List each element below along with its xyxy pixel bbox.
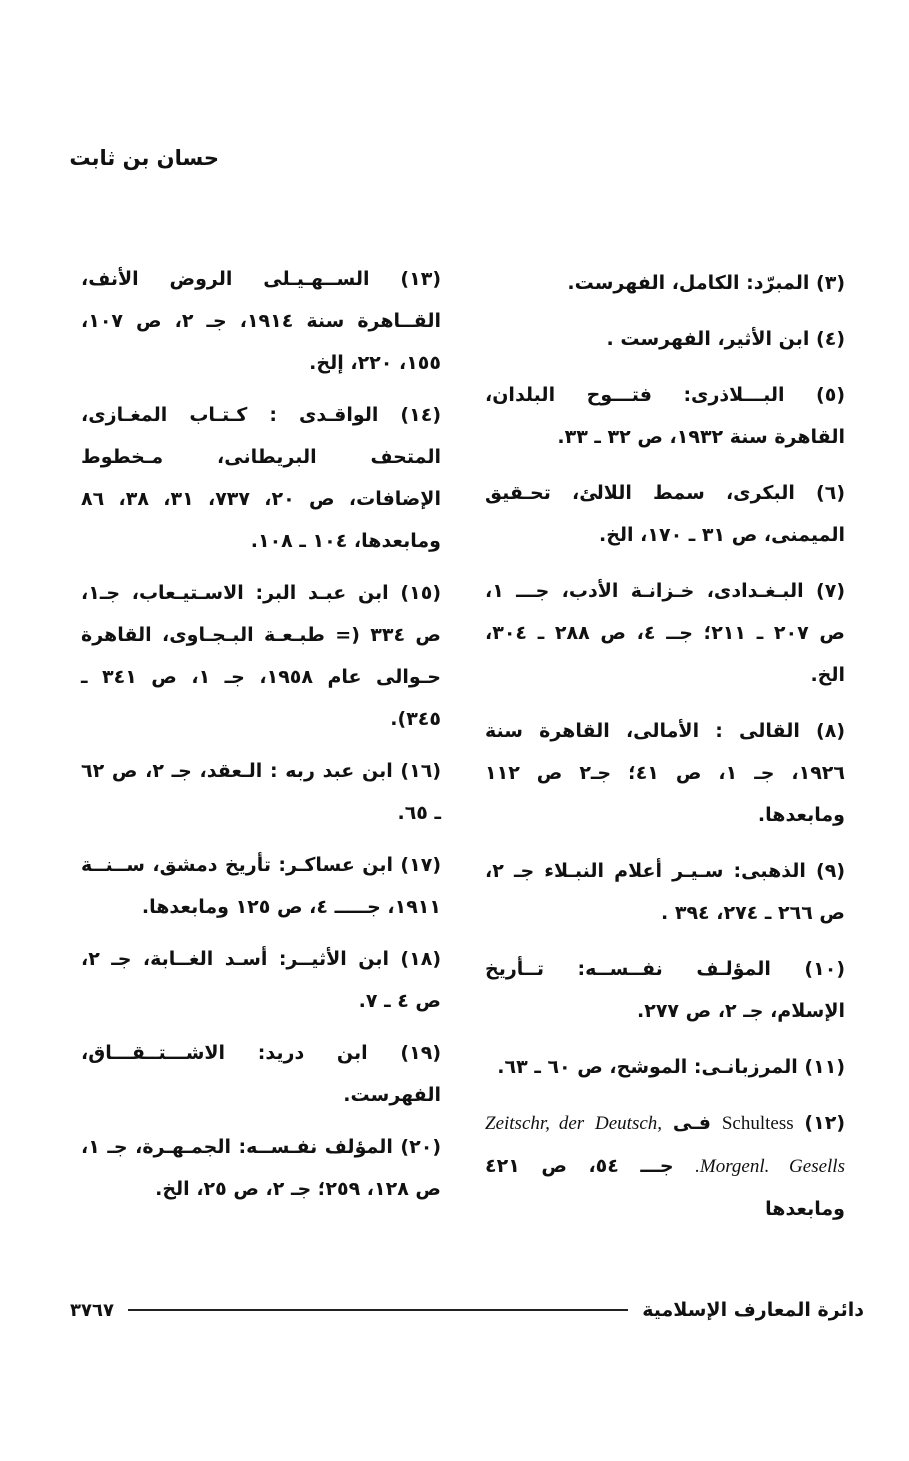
reference-7: (٧) البـغـدادى، خـزانـة الأدب، جـــ ١، ص ٢٠٧ ـ ٢١١؛ جــ ٤، ص ٢٨٨ ـ ٣٠٤، الخ.: [485, 580, 845, 686]
page-footer: [70, 1292, 864, 1328]
reference-12-journal-a: Zeitschr, der: [485, 1113, 585, 1134]
reference-6: (٦) البكرى، سمط اللالئ، تحـقيق الميمنى، ص ٣١ ـ ١٧٠، الخ.: [485, 482, 845, 546]
reference-12-author: Schultess: [721, 1113, 794, 1134]
reference-12-in: فـى: [672, 1112, 712, 1134]
reference-16: (١٦) ابن عبد ربه : الـعقد، جـ ٢، ص ٦٢ ـ ٦٥.: [81, 760, 441, 824]
reference-12: [485, 1102, 845, 1230]
reference-20: (٢٠) المؤلف نفـســه: الجمـهـرة، جـ ١، ص ١٢٨، ٢٥٩؛ جـ ٢، ص ٢٥، الخ.: [81, 1136, 441, 1200]
page-number: ٣٧٦٧: [70, 1299, 114, 1321]
reference-10: (١٠) المؤلـف نفــســه: تــأريخ الإسلام، جـ ٢، ص ٢٧٧.: [485, 958, 845, 1022]
reference-8: (٨) القالى : الأمالى، القاهرة سنة ١٩٢٦، جـ ١، ص ٤١؛ جـ٢ ص ١١٢ ومابعدها.: [485, 720, 845, 826]
reference-12-number: (١٢): [804, 1112, 845, 1134]
footer-rule: [128, 1309, 628, 1311]
reference-12-journal-b: Deutsch, Morgenl. Gesells.: [595, 1113, 845, 1177]
reference-4: (٤) ابن الأثير، الفهرست .: [606, 328, 845, 350]
references-column-left: [81, 258, 441, 1220]
running-head-title: حسان بن ثابت: [69, 146, 219, 170]
reference-3: (٣) المبرّد: الكامل، الفهرست.: [567, 272, 845, 294]
reference-15: (١٥) ابن عبـد البر: الاسـتيـعاب، جـ١، ص ٣٣٤ (= طبـعـة البـجـاوى، القاهرة حـوالى عام ١٩٥٨، جـ ١، ص ٣٤١ ـ ٣٤٥).: [81, 582, 441, 730]
reference-14: (١٤) الواقـدى : كـتـاب المغـازى، المتحف البريطانى، مـخطوط الإضافات، ص ٢٠، ٧٣٧، ٣١، ٣٨، ٨٦ ومابعدها، ١٠٤ ـ ١٠٨.: [81, 404, 441, 552]
references-column-right: [485, 262, 845, 1244]
reference-13: (١٣) الســهـيـلى الروض الأنف، القــاهرة سنة ١٩١٤، جـ ٢، ص ١٠٧، ١٥٥، ٢٢٠، إلخ.: [81, 268, 441, 374]
footer-title: دائرة المعارف الإسلامية: [642, 1299, 864, 1321]
reference-9: (٩) الذهبى: سـيـر أعلام النبـلاء جـ ٢، ص ٢٦٦ ـ ٢٧٤، ٣٩٤ .: [485, 860, 845, 924]
reference-12-pages: ٤٢١ ومابعدها: [485, 1155, 845, 1220]
reference-18: (١٨) ابن الأثيــر: أسـد الغــابة، جـ ٢، ص ٤ ـ ٧.: [81, 948, 441, 1012]
reference-5: (٥) البـــلاذرى: فتـــوح البلدان، القاهرة سنة ١٩٣٢، ص ٣٢ ـ ٣٣.: [485, 384, 845, 448]
reference-19: (١٩) ابن دريد: الاشـــتــقـــاق، الفهرست.: [81, 1042, 441, 1106]
reference-12-volume: جـــ ٥٤، ص: [541, 1155, 674, 1177]
reference-17: (١٧) ابن عساكـر: تأريخ دمشق، ســنــة ١٩١١، جـــــ ٤، ص ١٢٥ ومابعدها.: [81, 854, 441, 918]
reference-11: (١١) المرزبانـى: الموشح، ص ٦٠ ـ ٦٣.: [497, 1056, 845, 1078]
